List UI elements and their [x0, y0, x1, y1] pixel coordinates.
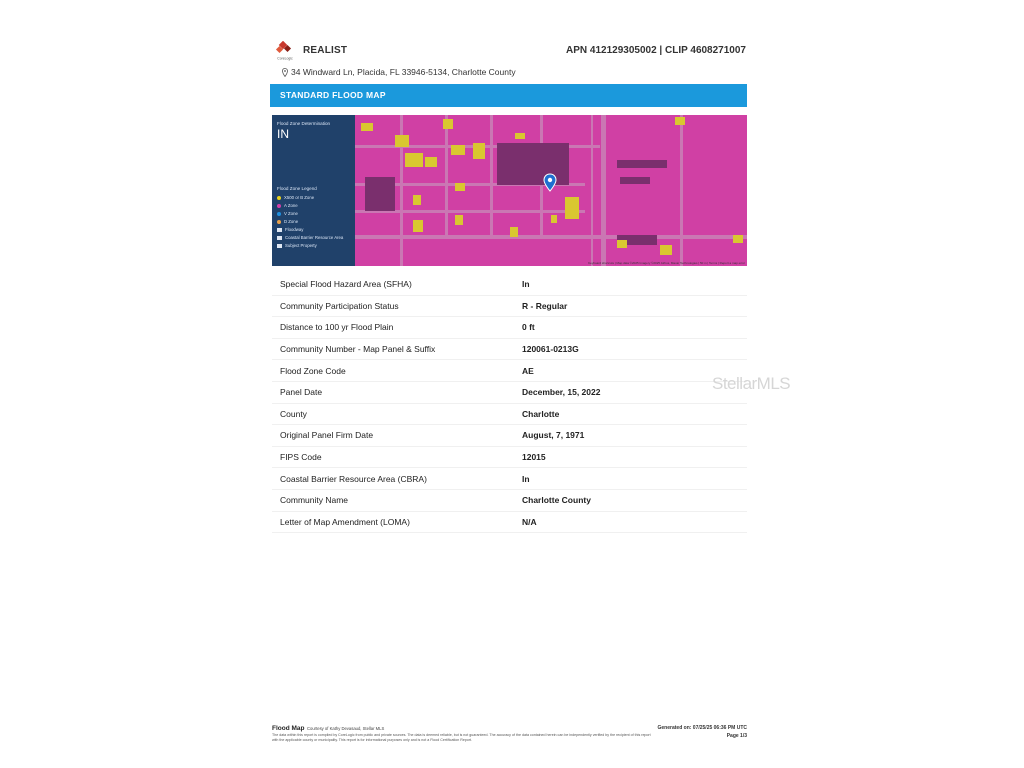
svg-text:CoreLogic: CoreLogic: [277, 56, 293, 61]
row-value: AE: [522, 365, 534, 376]
row-label: County: [280, 408, 307, 419]
row-label: Special Flood Hazard Area (SFHA): [280, 279, 412, 290]
row-value: Charlotte County: [522, 495, 591, 506]
flood-legend-panel: [272, 115, 355, 266]
table-row: [272, 468, 747, 490]
legend-swatch-icon: [277, 228, 282, 232]
table-row: [272, 339, 747, 361]
legend-swatch-icon: [277, 196, 281, 200]
legend-swatch-icon: [277, 204, 281, 208]
row-label: Community Name: [280, 495, 349, 506]
row-label: Coastal Barrier Resource Area (CBRA): [280, 473, 427, 484]
footer-title: Flood Map: [272, 725, 305, 732]
legend-item: [277, 226, 355, 234]
legend-label: A Zone: [284, 203, 298, 208]
aerial-flood-zone-map: [355, 115, 747, 266]
row-value: In: [522, 473, 530, 484]
legend-label: X500 or B Zone: [284, 195, 315, 200]
row-label: Panel Date: [280, 387, 323, 398]
legend-item: [277, 234, 355, 242]
row-value: 12015: [522, 452, 546, 463]
legend-title: Flood Zone Legend: [277, 186, 317, 191]
row-label: Community Number - Map Panel & Suffix: [280, 344, 436, 355]
determination-value: IN: [277, 127, 289, 141]
row-value: N/A: [522, 516, 537, 527]
table-row: [272, 382, 747, 404]
table-row: [272, 490, 747, 512]
row-label: Flood Zone Code: [280, 365, 346, 376]
row-value: August, 7, 1971: [522, 430, 585, 441]
determination-label: Flood Zone Determination: [277, 121, 331, 126]
page-number: Page 1/3: [726, 733, 747, 739]
row-value: In: [522, 279, 530, 290]
table-row: [272, 512, 747, 534]
legend-item: [277, 242, 355, 250]
address-text: 34 Windward Ln, Placida, FL 33946-5134, Charlotte County: [291, 67, 516, 77]
row-value: 0 ft: [522, 322, 535, 333]
section-banner: STANDARD FLOOD MAP: [270, 84, 747, 107]
flood-details-table: [272, 274, 747, 533]
legend-label: Floodway: [285, 227, 304, 232]
flood-map: [272, 115, 747, 266]
stellarmls-watermark: StellarMLS: [712, 374, 791, 393]
row-label: Original Panel Firm Date: [280, 430, 374, 441]
generated-timestamp: Generated on: 07/25/25 06:36 PM UTC: [657, 725, 747, 731]
footer-disclaimer: The data within this report is compiled by CoreLogic from public and private sources. The data is deemed reliable, but is not guaranteed. The accuracy of the data contained herein can be independently verified by the recipient of this report with the applicable county or municipality. This report is for informational purposes only and is not a Flood Certification Report.: [272, 733, 651, 742]
apn-clip-ids: APN 412129305002 | CLIP 4608271007: [566, 45, 746, 56]
legend-label: V Zone: [284, 211, 298, 216]
footer-courtesy: Courtesy of Kathy Devasaud, Stellar MLS: [307, 726, 385, 731]
legend-item: [277, 194, 355, 202]
legend-item: [277, 210, 355, 218]
legend-item: [277, 202, 355, 210]
legend-swatch-icon: [277, 236, 282, 240]
corelogic-logo-icon: [274, 41, 296, 61]
legend-list: [277, 194, 355, 250]
row-label: FIPS Code: [280, 452, 322, 463]
table-row: [272, 274, 747, 296]
location-pin-icon: [282, 68, 288, 77]
row-value: 120061-0213G: [522, 344, 579, 355]
legend-label: D Zone: [284, 219, 299, 224]
legend-label: Coastal Barrier Resource Area: [285, 235, 344, 240]
map-credit: Keyboard shortcuts | Map data ©2025 Imagery ©2025 Airbus, Maxar Technologies | 50 m | Terms | Report a map error: [588, 261, 745, 265]
table-row: [272, 296, 747, 318]
table-row: [272, 425, 747, 447]
row-value: Charlotte: [522, 408, 560, 419]
row-value: December, 15, 2022: [522, 387, 601, 398]
table-row: [272, 404, 747, 426]
legend-swatch-icon: [277, 220, 281, 224]
row-label: Distance to 100 yr Flood Plain: [280, 322, 394, 333]
table-row: [272, 360, 747, 382]
brand-name: REALIST: [303, 45, 348, 56]
legend-label: Subject Property: [285, 243, 317, 248]
legend-swatch-icon: [277, 212, 281, 216]
row-label: Community Participation Status: [280, 300, 399, 311]
legend-item: [277, 218, 355, 226]
table-row: [272, 317, 747, 339]
table-row: [272, 447, 747, 469]
property-address: [282, 67, 516, 77]
legend-swatch-icon: [277, 244, 282, 248]
row-value: R - Regular: [522, 300, 568, 311]
row-label: Letter of Map Amendment (LOMA): [280, 516, 410, 527]
